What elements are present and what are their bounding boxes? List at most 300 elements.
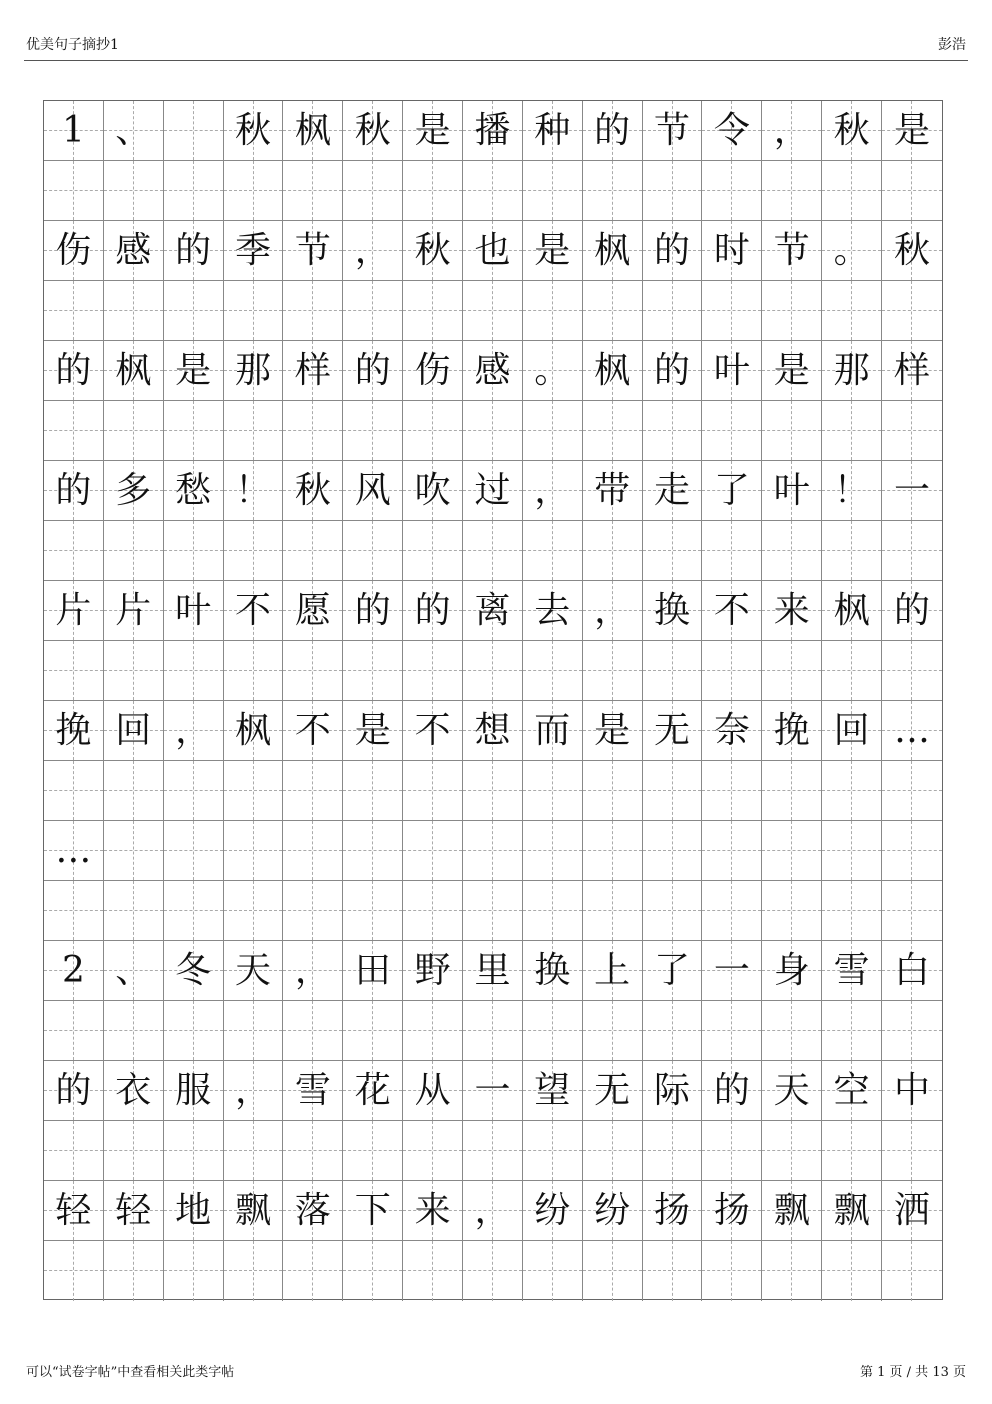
grid-char: ， [294, 949, 331, 991]
grid-blank-cell [164, 761, 224, 821]
grid-cell [583, 1061, 643, 1121]
grid-char: ， [773, 109, 810, 151]
grid-blank-cell [104, 401, 164, 461]
grid-cell [643, 701, 703, 761]
grid-char: 吹 [414, 469, 451, 511]
grid-cell [523, 821, 583, 881]
grid-char: 雪 [294, 1069, 331, 1111]
grid-char: 地 [175, 1189, 212, 1231]
grid-cell [104, 221, 164, 281]
grid-cell [882, 941, 942, 1001]
grid-blank-cell [523, 1001, 583, 1061]
grid-cell [44, 221, 104, 281]
grid-char: ， [235, 1069, 272, 1111]
grid-blank-cell [104, 521, 164, 581]
grid-cell [822, 341, 882, 401]
document-title: 优美句子摘抄1 [26, 37, 119, 53]
grid-blank-cell [403, 1241, 463, 1301]
grid-cell [104, 461, 164, 521]
grid-char: 节 [773, 229, 810, 271]
grid-char: 样 [294, 349, 331, 391]
grid-blank-cell [762, 521, 822, 581]
grid-char: 1 [61, 109, 85, 151]
grid-char: 秋 [893, 229, 930, 271]
grid-cell [104, 1181, 164, 1241]
grid-cell [523, 1181, 583, 1241]
grid-row [44, 1181, 942, 1301]
grid-blank-cell [523, 881, 583, 941]
grid-blank-cell [762, 1121, 822, 1181]
grid-cell [643, 101, 703, 161]
grid-char: 中 [893, 1069, 930, 1111]
grid-blank-cell [44, 521, 104, 581]
grid-cell [403, 941, 463, 1001]
grid-char: 、 [115, 949, 152, 991]
grid-blank-cell [104, 1241, 164, 1301]
grid-char: 飘 [773, 1189, 810, 1231]
grid-blank-cell [643, 1001, 703, 1061]
grid-cell [822, 461, 882, 521]
grid-char: 来 [773, 589, 810, 631]
grid-char: 不 [294, 709, 331, 751]
grid-blank-cell [44, 1121, 104, 1181]
grid-cell [403, 341, 463, 401]
grid-cell [583, 221, 643, 281]
grid-row [44, 101, 942, 221]
grid-blank-cell [762, 761, 822, 821]
grid-blank-cell [523, 761, 583, 821]
grid-char: 雪 [833, 949, 870, 991]
grid-blank-cell [44, 1001, 104, 1061]
grid-cell [882, 461, 942, 521]
grid-char: 的 [654, 229, 691, 271]
grid-char: 节 [294, 229, 331, 271]
grid-char: 的 [55, 469, 92, 511]
grid-cell [702, 821, 762, 881]
grid-cell [104, 821, 164, 881]
grid-cell [463, 1061, 523, 1121]
grid-char: 回 [115, 709, 152, 751]
grid-cell [224, 1181, 284, 1241]
grid-cell [164, 581, 224, 641]
grid-char: 2 [61, 949, 85, 991]
grid-cell [463, 461, 523, 521]
grid-cell [702, 341, 762, 401]
grid-blank-cell [343, 521, 403, 581]
grid-blank-cell [44, 281, 104, 341]
grid-cell [583, 701, 643, 761]
grid-cell [762, 581, 822, 641]
grid-blank-cell [104, 641, 164, 701]
grid-blank-cell [583, 881, 643, 941]
grid-blank-cell [343, 1241, 403, 1301]
grid-cell [44, 941, 104, 1001]
grid-char: 天 [773, 1069, 810, 1111]
grid-row [44, 1061, 942, 1181]
grid-blank-cell [104, 881, 164, 941]
grid-cell [463, 941, 523, 1001]
grid-char: 枫 [294, 109, 331, 151]
grid-cell [702, 101, 762, 161]
grid-cell [702, 941, 762, 1001]
grid-char: 时 [713, 229, 750, 271]
grid-cell [583, 461, 643, 521]
grid-char: 伤 [55, 229, 92, 271]
grid-char: 扬 [654, 1189, 691, 1231]
grid-cell [523, 461, 583, 521]
grid-char: 从 [414, 1069, 451, 1111]
grid-blank-cell [643, 401, 703, 461]
grid-blank-cell [283, 1241, 343, 1301]
grid-blank-cell [104, 761, 164, 821]
grid-char: 的 [414, 589, 451, 631]
grid-blank-cell [702, 1241, 762, 1301]
grid-cell [822, 101, 882, 161]
grid-cell [643, 221, 703, 281]
grid-char: 感 [115, 229, 152, 271]
grid-blank-cell [164, 1121, 224, 1181]
grid-blank-cell [44, 161, 104, 221]
grid-cell [643, 461, 703, 521]
grid-char: 飘 [235, 1189, 272, 1231]
grid-blank-cell [822, 1241, 882, 1301]
grid-cell [882, 1181, 942, 1241]
grid-char: 轻 [55, 1189, 92, 1231]
grid-char: 纷 [594, 1189, 631, 1231]
grid-cell [822, 941, 882, 1001]
grid-char: 是 [534, 229, 571, 271]
grid-cell [224, 821, 284, 881]
grid-blank-cell [403, 1001, 463, 1061]
grid-cell [523, 221, 583, 281]
grid-char: 野 [414, 949, 451, 991]
grid-blank-cell [283, 881, 343, 941]
grid-cell [224, 1061, 284, 1121]
grid-cell [224, 341, 284, 401]
grid-cell [702, 701, 762, 761]
grid-cell [164, 101, 224, 161]
grid-char: 里 [474, 949, 511, 991]
grid-char: 的 [175, 229, 212, 271]
grid-blank-cell [44, 881, 104, 941]
grid-blank-cell [523, 521, 583, 581]
grid-char: 不 [235, 589, 272, 631]
grid-cell [643, 1181, 703, 1241]
grid-blank-cell [164, 281, 224, 341]
grid-char: 去 [534, 589, 571, 631]
grid-blank-cell [523, 281, 583, 341]
grid-cell [702, 461, 762, 521]
grid-cell [822, 701, 882, 761]
grid-cell [643, 581, 703, 641]
grid-cell [283, 221, 343, 281]
grid-char: ， [175, 709, 212, 751]
grid-cell [523, 941, 583, 1001]
grid-blank-cell [224, 641, 284, 701]
grid-cell [283, 1061, 343, 1121]
grid-char: 的 [713, 1069, 750, 1111]
grid-blank-cell [583, 1121, 643, 1181]
grid-cell [463, 1181, 523, 1241]
grid-char: 节 [654, 109, 691, 151]
grid-blank-cell [164, 881, 224, 941]
grid-char: 多 [115, 469, 152, 511]
grid-blank-cell [643, 881, 703, 941]
grid-char: 白 [893, 949, 930, 991]
grid-cell [403, 101, 463, 161]
header-divider [24, 60, 968, 61]
author-name: 彭浩 [938, 37, 966, 53]
grid-cell [164, 341, 224, 401]
grid-char: 身 [773, 949, 810, 991]
grid-blank-cell [403, 521, 463, 581]
grid-char: ， [354, 229, 391, 271]
grid-blank-cell [643, 1121, 703, 1181]
grid-blank-cell [762, 1241, 822, 1301]
grid-blank-cell [164, 1001, 224, 1061]
grid-char: 奈 [713, 709, 750, 751]
grid-blank-cell [283, 761, 343, 821]
grid-cell [343, 701, 403, 761]
grid-blank-cell [583, 401, 643, 461]
grid-char: 的 [594, 109, 631, 151]
grid-char: 来 [414, 1189, 451, 1231]
grid-cell [643, 1061, 703, 1121]
grid-char: 花 [354, 1069, 391, 1111]
grid-char: 的 [654, 349, 691, 391]
grid-cell [164, 821, 224, 881]
grid-cell [104, 101, 164, 161]
grid-cell [583, 101, 643, 161]
grid-cell [403, 1061, 463, 1121]
grid-char: 飘 [833, 1189, 870, 1231]
grid-blank-cell [44, 761, 104, 821]
grid-blank-cell [224, 761, 284, 821]
grid-cell [403, 581, 463, 641]
grid-char: 。 [833, 229, 870, 271]
grid-cell [164, 1181, 224, 1241]
grid-char: 冬 [175, 949, 212, 991]
grid-row [44, 221, 942, 341]
grid-cell [762, 1061, 822, 1121]
grid-blank-cell [882, 161, 942, 221]
grid-blank-cell [104, 1001, 164, 1061]
grid-char: … [55, 829, 92, 871]
grid-blank-cell [583, 281, 643, 341]
grid-cell [343, 581, 403, 641]
grid-blank-cell [283, 641, 343, 701]
grid-cell [164, 1061, 224, 1121]
grid-blank-cell [44, 1241, 104, 1301]
grid-blank-cell [343, 1001, 403, 1061]
grid-row [44, 461, 942, 581]
grid-char: 那 [833, 349, 870, 391]
grid-blank-cell [882, 761, 942, 821]
grid-row [44, 821, 942, 941]
grid-cell [283, 941, 343, 1001]
grid-char: 是 [354, 709, 391, 751]
grid-blank-cell [403, 641, 463, 701]
grid-cell [882, 821, 942, 881]
grid-blank-cell [702, 1001, 762, 1061]
grid-cell [403, 821, 463, 881]
grid-blank-cell [523, 641, 583, 701]
grid-blank-cell [463, 281, 523, 341]
grid-cell [702, 581, 762, 641]
grid-cell [643, 341, 703, 401]
grid-cell [583, 1181, 643, 1241]
grid-blank-cell [164, 161, 224, 221]
grid-char: 了 [713, 469, 750, 511]
grid-cell [523, 1061, 583, 1121]
grid-cell [583, 581, 643, 641]
grid-char: 枫 [594, 229, 631, 271]
grid-cell [822, 1181, 882, 1241]
grid-cell [702, 1181, 762, 1241]
grid-cell [762, 941, 822, 1001]
grid-char: 扬 [713, 1189, 750, 1231]
grid-cell [643, 941, 703, 1001]
grid-blank-cell [224, 401, 284, 461]
grid-blank-cell [164, 641, 224, 701]
grid-cell [343, 341, 403, 401]
grid-char: 是 [773, 349, 810, 391]
grid-char: ！ [235, 469, 272, 511]
grid-blank-cell [762, 281, 822, 341]
grid-char: 秋 [294, 469, 331, 511]
grid-cell [283, 101, 343, 161]
grid-char: 秋 [833, 109, 870, 151]
grid-cell [583, 941, 643, 1001]
grid-blank-cell [403, 161, 463, 221]
grid-row [44, 941, 942, 1061]
grid-cell [762, 1181, 822, 1241]
grid-char: 的 [893, 589, 930, 631]
grid-cell [882, 701, 942, 761]
grid-cell [702, 221, 762, 281]
grid-char: 播 [474, 109, 511, 151]
grid-cell [403, 1181, 463, 1241]
grid-blank-cell [643, 1241, 703, 1301]
grid-char: 秋 [354, 109, 391, 151]
grid-blank-cell [882, 1001, 942, 1061]
grid-char: 愁 [175, 469, 212, 511]
grid-char: 枫 [115, 349, 152, 391]
grid-char: 秋 [414, 229, 451, 271]
grid-cell [523, 581, 583, 641]
grid-blank-cell [283, 1121, 343, 1181]
grid-cell [463, 101, 523, 161]
grid-char: 上 [594, 949, 631, 991]
grid-cell [822, 821, 882, 881]
grid-cell [702, 1061, 762, 1121]
grid-blank-cell [882, 521, 942, 581]
grid-char: 风 [354, 469, 391, 511]
grid-blank-cell [822, 521, 882, 581]
grid-blank-cell [104, 281, 164, 341]
grid-char: 感 [474, 349, 511, 391]
grid-char: ， [594, 589, 631, 631]
grid-char: 叶 [175, 589, 212, 631]
grid-blank-cell [643, 521, 703, 581]
grid-cell [224, 221, 284, 281]
grid-blank-cell [702, 1121, 762, 1181]
grid-char: ， [474, 1189, 511, 1231]
grid-blank-cell [702, 161, 762, 221]
grid-cell [104, 581, 164, 641]
grid-cell [882, 1061, 942, 1121]
grid-blank-cell [583, 161, 643, 221]
grid-char: 走 [654, 469, 691, 511]
grid-blank-cell [463, 1121, 523, 1181]
grid-cell [343, 1061, 403, 1121]
grid-char: 伤 [414, 349, 451, 391]
grid-char: 是 [893, 109, 930, 151]
grid-char: 。 [534, 349, 571, 391]
grid-blank-cell [343, 761, 403, 821]
grid-blank-cell [702, 761, 762, 821]
grid-char: 一 [474, 1069, 511, 1111]
grid-blank-cell [403, 761, 463, 821]
grid-blank-cell [643, 161, 703, 221]
grid-char: 了 [654, 949, 691, 991]
grid-blank-cell [343, 641, 403, 701]
grid-char: 是 [175, 349, 212, 391]
grid-cell [104, 341, 164, 401]
grid-char: 季 [235, 229, 272, 271]
grid-char: 的 [354, 349, 391, 391]
grid-cell [523, 701, 583, 761]
grid-cell [224, 581, 284, 641]
grid-cell [343, 1181, 403, 1241]
grid-char: 的 [55, 1069, 92, 1111]
grid-cell [224, 461, 284, 521]
grid-blank-cell [463, 401, 523, 461]
grid-cell [44, 461, 104, 521]
grid-cell [104, 941, 164, 1001]
grid-char: 枫 [594, 349, 631, 391]
grid-blank-cell [643, 641, 703, 701]
grid-cell [283, 1181, 343, 1241]
grid-blank-cell [643, 761, 703, 821]
grid-blank-cell [224, 1121, 284, 1181]
grid-char: 际 [654, 1069, 691, 1111]
grid-blank-cell [583, 641, 643, 701]
grid-char: 天 [235, 949, 272, 991]
grid-char: 那 [235, 349, 272, 391]
grid-cell [403, 461, 463, 521]
grid-char: 轻 [115, 1189, 152, 1231]
grid-blank-cell [224, 1241, 284, 1301]
grid-cell [762, 101, 822, 161]
grid-cell [463, 581, 523, 641]
grid-blank-cell [164, 401, 224, 461]
grid-char: 空 [833, 1069, 870, 1111]
grid-char: 带 [594, 469, 631, 511]
grid-blank-cell [463, 521, 523, 581]
grid-blank-cell [283, 281, 343, 341]
grid-blank-cell [882, 281, 942, 341]
grid-blank-cell [463, 881, 523, 941]
grid-blank-cell [463, 761, 523, 821]
grid-char: ， [534, 469, 571, 511]
grid-char: 片 [115, 589, 152, 631]
grid-blank-cell [463, 161, 523, 221]
grid-blank-cell [702, 881, 762, 941]
grid-blank-cell [343, 161, 403, 221]
grid-cell [523, 341, 583, 401]
grid-blank-cell [583, 521, 643, 581]
